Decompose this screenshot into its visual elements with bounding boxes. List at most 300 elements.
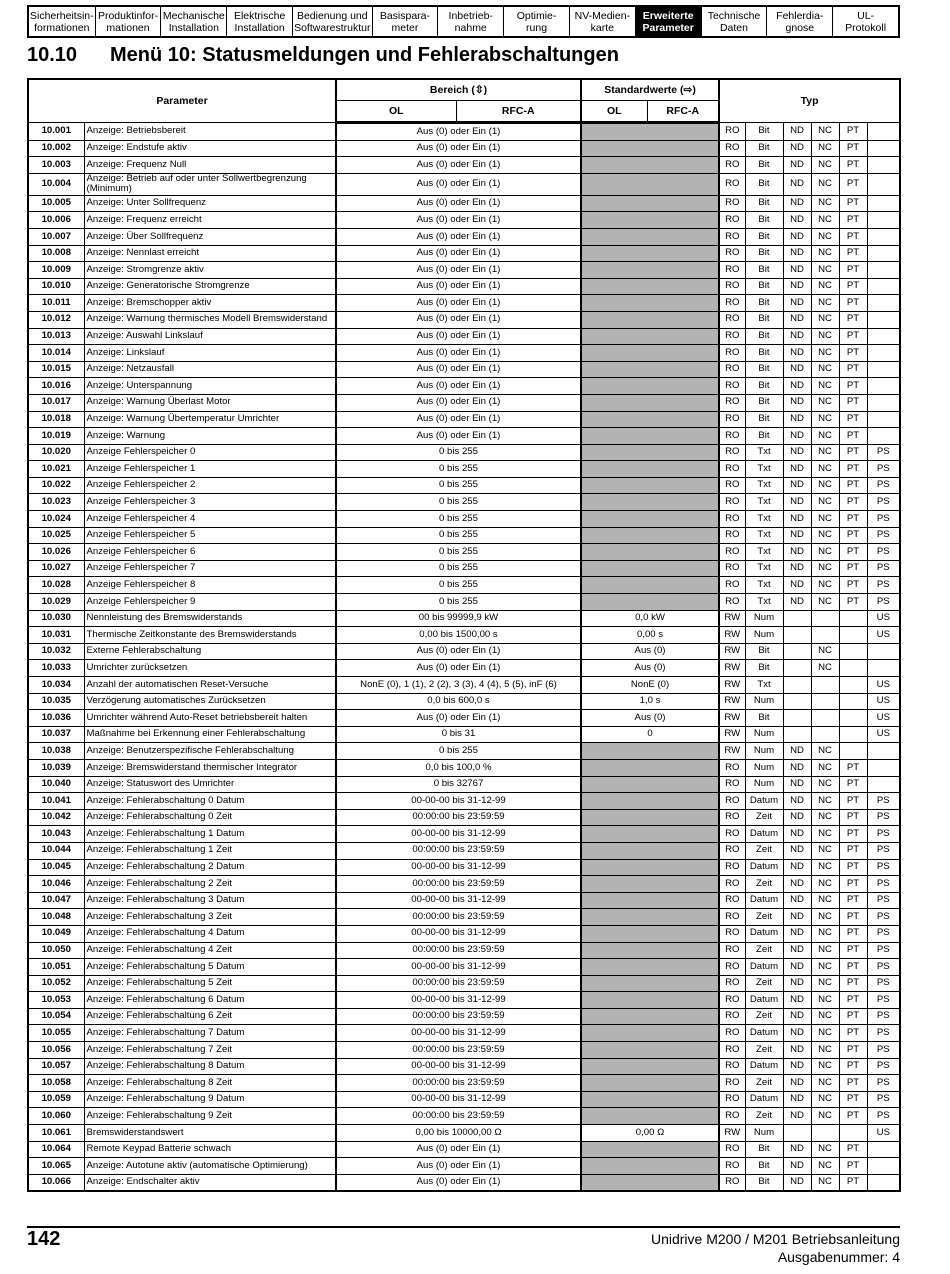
- type-format: Bit: [745, 1158, 783, 1175]
- param-default: 0,00 s: [581, 627, 719, 644]
- type-save: US: [867, 1125, 900, 1142]
- type-save: PS: [867, 809, 900, 826]
- type-pt: PT: [839, 842, 867, 859]
- type-pt: PT: [839, 411, 867, 428]
- type-save: PS: [867, 560, 900, 577]
- type-pt: PT: [839, 140, 867, 157]
- param-number: 10.060: [28, 1108, 84, 1125]
- type-access: RO: [719, 975, 745, 992]
- type-access: RO: [719, 1108, 745, 1125]
- type-format: Bit: [745, 1141, 783, 1158]
- param-description: Anzeige: Autotune aktiv (automatische Optimierung): [84, 1158, 336, 1175]
- param-default: [581, 1042, 719, 1059]
- type-pt: PT: [839, 157, 867, 174]
- type-pt: PT: [839, 328, 867, 345]
- type-save: [867, 660, 900, 677]
- type-save: [867, 157, 900, 174]
- type-nc: [811, 726, 839, 743]
- param-default: 0,0 kW: [581, 610, 719, 627]
- type-format: Bit: [745, 378, 783, 395]
- param-description: Anzeige: Frequenz erreicht: [84, 212, 336, 229]
- param-number: 10.021: [28, 461, 84, 478]
- param-number: 10.010: [28, 278, 84, 295]
- param-range: 0 bis 255: [336, 477, 581, 494]
- param-description: Remote Keypad Batterie schwach: [84, 1141, 336, 1158]
- param-description: Anzeige: Frequenz Null: [84, 157, 336, 174]
- type-nc: NC: [811, 925, 839, 942]
- param-description: Anzahl der automatischen Reset-Versuche: [84, 677, 336, 694]
- type-pt: PT: [839, 892, 867, 909]
- type-save: [867, 228, 900, 245]
- type-save: [867, 195, 900, 212]
- param-description: Anzeige Fehlerspeicher 0: [84, 444, 336, 461]
- param-range: Aus (0) oder Ein (1): [336, 173, 581, 195]
- type-access: RO: [719, 1091, 745, 1108]
- type-nd: ND: [783, 461, 811, 478]
- type-pt: PT: [839, 311, 867, 328]
- type-save: PS: [867, 594, 900, 611]
- type-format: Txt: [745, 461, 783, 478]
- type-nd: ND: [783, 245, 811, 262]
- type-pt: [839, 610, 867, 627]
- table-body: [28, 123, 900, 1192]
- table-row: [28, 494, 900, 511]
- type-nc: NC: [811, 660, 839, 677]
- type-format: Datum: [745, 959, 783, 976]
- type-nc: NC: [811, 295, 839, 312]
- type-pt: PT: [839, 959, 867, 976]
- type-nc: NC: [811, 892, 839, 909]
- type-pt: PT: [839, 511, 867, 528]
- type-save: PS: [867, 842, 900, 859]
- table-row: [28, 295, 900, 312]
- nav-tab[interactable]: Optimie- rung: [504, 7, 570, 36]
- type-access: RO: [719, 378, 745, 395]
- type-access: RO: [719, 394, 745, 411]
- type-pt: PT: [839, 544, 867, 561]
- param-number: 10.065: [28, 1158, 84, 1175]
- type-nc: [811, 610, 839, 627]
- type-format: Bit: [745, 345, 783, 362]
- param-range: Aus (0) oder Ein (1): [336, 1141, 581, 1158]
- param-range: 00:00:00 bis 23:59:59: [336, 1042, 581, 1059]
- type-pt: PT: [839, 942, 867, 959]
- type-format: Zeit: [745, 876, 783, 893]
- type-pt: PT: [839, 361, 867, 378]
- type-nc: NC: [811, 859, 839, 876]
- table-row: [28, 826, 900, 843]
- table-row: [28, 1091, 900, 1108]
- type-format: Datum: [745, 859, 783, 876]
- type-save: [867, 311, 900, 328]
- table-row: [28, 428, 900, 445]
- type-format: Zeit: [745, 842, 783, 859]
- param-number: 10.009: [28, 262, 84, 279]
- type-nc: NC: [811, 461, 839, 478]
- type-nc: NC: [811, 1158, 839, 1175]
- type-pt: PT: [839, 776, 867, 793]
- param-default: [581, 444, 719, 461]
- type-nd: ND: [783, 1008, 811, 1025]
- param-number: 10.017: [28, 394, 84, 411]
- type-access: RO: [719, 859, 745, 876]
- footer-rule: [27, 1226, 900, 1228]
- type-nd: [783, 710, 811, 727]
- param-number: 10.033: [28, 660, 84, 677]
- type-save: PS: [867, 494, 900, 511]
- section-title: Menü 10: Statusmeldungen und Fehlerabschaltungen: [110, 44, 619, 66]
- param-description: Anzeige Fehlerspeicher 9: [84, 594, 336, 611]
- param-description: Anzeige Fehlerspeicher 8: [84, 577, 336, 594]
- type-save: [867, 295, 900, 312]
- type-save: [867, 776, 900, 793]
- param-description: Anzeige: Fehlerabschaltung 2 Zeit: [84, 876, 336, 893]
- type-pt: PT: [839, 1058, 867, 1075]
- param-number: 10.066: [28, 1174, 84, 1191]
- type-save: [867, 140, 900, 157]
- type-nc: NC: [811, 527, 839, 544]
- param-range: Aus (0) oder Ein (1): [336, 245, 581, 262]
- header-type: Typ: [719, 79, 900, 123]
- type-access: RW: [719, 677, 745, 694]
- type-format: Zeit: [745, 1008, 783, 1025]
- param-number: 10.051: [28, 959, 84, 976]
- nav-tab[interactable]: NV-Medien- karte: [570, 7, 636, 36]
- type-format: Txt: [745, 511, 783, 528]
- type-format: Txt: [745, 560, 783, 577]
- header-range: Bereich (⇳): [336, 79, 581, 101]
- param-default: 0: [581, 726, 719, 743]
- type-nd: ND: [783, 560, 811, 577]
- type-save: PS: [867, 826, 900, 843]
- param-default: [581, 428, 719, 445]
- type-nd: ND: [783, 826, 811, 843]
- type-format: Bit: [745, 643, 783, 660]
- param-description: Anzeige: Fehlerabschaltung 5 Zeit: [84, 975, 336, 992]
- param-description: Anzeige: Bremswiderstand thermischer Integrator: [84, 759, 336, 776]
- param-description: Anzeige Fehlerspeicher 7: [84, 560, 336, 577]
- type-nd: ND: [783, 295, 811, 312]
- param-range: 0 bis 255: [336, 527, 581, 544]
- param-range: 00:00:00 bis 23:59:59: [336, 876, 581, 893]
- type-nd: ND: [783, 1141, 811, 1158]
- type-nd: ND: [783, 942, 811, 959]
- param-description: Anzeige: Nennlast erreicht: [84, 245, 336, 262]
- param-description: Anzeige: Statuswort des Umrichter: [84, 776, 336, 793]
- type-nd: ND: [783, 140, 811, 157]
- type-pt: PT: [839, 793, 867, 810]
- type-nd: ND: [783, 195, 811, 212]
- param-range: 0,00 bis 10000,00 Ω: [336, 1125, 581, 1142]
- param-description: Bremswiderstandswert: [84, 1125, 336, 1142]
- param-default: [581, 1174, 719, 1191]
- param-default: [581, 228, 719, 245]
- param-default: [581, 992, 719, 1009]
- param-number: 10.032: [28, 643, 84, 660]
- param-default: [581, 544, 719, 561]
- type-pt: [839, 627, 867, 644]
- table-row: [28, 677, 900, 694]
- param-description: Anzeige: Warnung thermisches Modell Bremswiderstand: [84, 311, 336, 328]
- param-range: 00-00-00 bis 31-12-99: [336, 992, 581, 1009]
- table-row: [28, 876, 900, 893]
- param-default: [581, 173, 719, 195]
- type-nc: [811, 710, 839, 727]
- param-description: Anzeige: Bremschopper aktiv: [84, 295, 336, 312]
- chapter-navigation: [27, 5, 900, 38]
- type-pt: PT: [839, 1108, 867, 1125]
- nav-tab[interactable]: Bedienung und Softwarestruktur: [293, 7, 372, 36]
- nav-tab[interactable]: UL- Protokoll: [845, 9, 887, 34]
- table-row: [28, 544, 900, 561]
- param-number: 10.003: [28, 157, 84, 174]
- param-number: 10.034: [28, 677, 84, 694]
- table-row: [28, 743, 900, 760]
- type-format: Bit: [745, 262, 783, 279]
- param-default: [581, 925, 719, 942]
- table-row: [28, 643, 900, 660]
- nav-tab[interactable]: Inbetrieb- nahme: [438, 7, 504, 36]
- param-default: [581, 826, 719, 843]
- type-access: RO: [719, 311, 745, 328]
- type-format: Datum: [745, 1058, 783, 1075]
- type-format: Bit: [745, 311, 783, 328]
- param-number: 10.019: [28, 428, 84, 445]
- param-range: Aus (0) oder Ein (1): [336, 345, 581, 362]
- param-default: [581, 494, 719, 511]
- type-nd: [783, 660, 811, 677]
- nav-tab[interactable]: Erweiterte Parameter: [636, 7, 702, 36]
- type-nd: ND: [783, 212, 811, 229]
- param-description: Anzeige: Auswahl Linkslauf: [84, 328, 336, 345]
- param-range: Aus (0) oder Ein (1): [336, 195, 581, 212]
- type-save: US: [867, 710, 900, 727]
- type-nd: [783, 610, 811, 627]
- table-row: [28, 461, 900, 478]
- param-number: 10.046: [28, 876, 84, 893]
- type-nd: ND: [783, 1108, 811, 1125]
- type-format: Bit: [745, 278, 783, 295]
- type-save: PS: [867, 892, 900, 909]
- type-nc: NC: [811, 245, 839, 262]
- table-row: [28, 992, 900, 1009]
- param-number: 10.061: [28, 1125, 84, 1142]
- type-save: [867, 1158, 900, 1175]
- table-row: [28, 378, 900, 395]
- type-nd: ND: [783, 776, 811, 793]
- type-nc: [811, 677, 839, 694]
- table-row: [28, 809, 900, 826]
- type-access: RO: [719, 262, 745, 279]
- param-range: 00-00-00 bis 31-12-99: [336, 892, 581, 909]
- page-number: 142: [27, 1228, 61, 1250]
- type-save: PS: [867, 942, 900, 959]
- param-default: [581, 140, 719, 157]
- param-range: 00:00:00 bis 23:59:59: [336, 842, 581, 859]
- type-format: Txt: [745, 444, 783, 461]
- param-description: Anzeige: Fehlerabschaltung 7 Zeit: [84, 1042, 336, 1059]
- table-row: [28, 212, 900, 229]
- param-range: Aus (0) oder Ein (1): [336, 411, 581, 428]
- param-range: 0,00 bis 1500,00 s: [336, 627, 581, 644]
- type-pt: PT: [839, 428, 867, 445]
- param-range: 00:00:00 bis 23:59:59: [336, 1075, 581, 1092]
- type-nd: ND: [783, 411, 811, 428]
- param-description: Anzeige: Über Sollfrequenz: [84, 228, 336, 245]
- type-access: RO: [719, 411, 745, 428]
- param-range: 00:00:00 bis 23:59:59: [336, 975, 581, 992]
- param-default: [581, 527, 719, 544]
- param-number: 10.059: [28, 1091, 84, 1108]
- type-pt: PT: [839, 1091, 867, 1108]
- nav-tab[interactable]: Produktinfor- mationen: [96, 7, 162, 36]
- type-nc: NC: [811, 328, 839, 345]
- type-save: PS: [867, 1058, 900, 1075]
- param-range: 0 bis 255: [336, 494, 581, 511]
- type-nc: NC: [811, 909, 839, 926]
- type-access: RO: [719, 461, 745, 478]
- param-description: Anzeige: Fehlerabschaltung 8 Datum: [84, 1058, 336, 1075]
- table-row: [28, 776, 900, 793]
- type-nd: ND: [783, 123, 811, 141]
- type-format: Num: [745, 743, 783, 760]
- type-nd: [783, 627, 811, 644]
- param-description: Anzeige: Fehlerabschaltung 6 Zeit: [84, 1008, 336, 1025]
- type-pt: PT: [839, 909, 867, 926]
- type-nc: NC: [811, 195, 839, 212]
- param-number: 10.016: [28, 378, 84, 395]
- param-default: [581, 477, 719, 494]
- type-save: [867, 123, 900, 141]
- type-nc: NC: [811, 477, 839, 494]
- type-format: Txt: [745, 544, 783, 561]
- param-number: 10.050: [28, 942, 84, 959]
- type-nc: NC: [811, 975, 839, 992]
- table-row: [28, 328, 900, 345]
- param-number: 10.014: [28, 345, 84, 362]
- param-default: [581, 511, 719, 528]
- param-number: 10.026: [28, 544, 84, 561]
- type-access: RO: [719, 157, 745, 174]
- param-description: Anzeige: Fehlerabschaltung 0 Datum: [84, 793, 336, 810]
- param-range: 00-00-00 bis 31-12-99: [336, 1058, 581, 1075]
- header-range-rfca: RFC-A: [456, 101, 581, 123]
- param-range: 0 bis 255: [336, 444, 581, 461]
- table-row: [28, 477, 900, 494]
- type-format: Datum: [745, 1025, 783, 1042]
- type-nc: NC: [811, 577, 839, 594]
- table-row: [28, 195, 900, 212]
- nav-tab[interactable]: Mechanische Installation: [161, 7, 227, 36]
- type-nc: NC: [811, 643, 839, 660]
- nav-tab[interactable]: Sicherheitsin- formationen: [29, 7, 96, 36]
- param-default: [581, 1158, 719, 1175]
- param-default: [581, 809, 719, 826]
- type-save: [867, 245, 900, 262]
- section-number: 10.10: [27, 44, 78, 66]
- type-nc: NC: [811, 1108, 839, 1125]
- param-number: 10.015: [28, 361, 84, 378]
- type-nc: NC: [811, 826, 839, 843]
- type-format: Zeit: [745, 909, 783, 926]
- type-access: RO: [719, 876, 745, 893]
- param-range: 0 bis 255: [336, 544, 581, 561]
- type-access: RO: [719, 278, 745, 295]
- param-description: Anzeige: Fehlerabschaltung 0 Zeit: [84, 809, 336, 826]
- type-nc: NC: [811, 428, 839, 445]
- param-number: 10.035: [28, 693, 84, 710]
- type-access: RO: [719, 577, 745, 594]
- type-nd: [783, 643, 811, 660]
- param-number: 10.025: [28, 527, 84, 544]
- type-nd: ND: [783, 345, 811, 362]
- table-row: [28, 793, 900, 810]
- type-nc: NC: [811, 1141, 839, 1158]
- param-number: 10.039: [28, 759, 84, 776]
- type-save: [867, 411, 900, 428]
- type-format: Zeit: [745, 1108, 783, 1125]
- type-format: Zeit: [745, 975, 783, 992]
- type-save: [867, 428, 900, 445]
- type-format: Num: [745, 610, 783, 627]
- type-format: Bit: [745, 140, 783, 157]
- type-nc: NC: [811, 942, 839, 959]
- type-format: Txt: [745, 577, 783, 594]
- type-access: RO: [719, 1042, 745, 1059]
- nav-tab[interactable]: Fehlerdia- gnose: [767, 7, 833, 36]
- type-access: RO: [719, 959, 745, 976]
- type-nd: ND: [783, 842, 811, 859]
- type-nd: ND: [783, 1025, 811, 1042]
- param-description: Anzeige Fehlerspeicher 5: [84, 527, 336, 544]
- table-row: [28, 1042, 900, 1059]
- param-description: Anzeige: Warnung: [84, 428, 336, 445]
- type-nd: ND: [783, 394, 811, 411]
- param-range: Aus (0) oder Ein (1): [336, 123, 581, 141]
- nav-tab[interactable]: Basispara- meter: [373, 7, 439, 36]
- type-access: RW: [719, 627, 745, 644]
- param-number: 10.045: [28, 859, 84, 876]
- nav-tab[interactable]: Technische Daten: [702, 7, 768, 36]
- type-nc: NC: [811, 394, 839, 411]
- type-pt: [839, 677, 867, 694]
- param-range: Aus (0) oder Ein (1): [336, 428, 581, 445]
- table-row: [28, 1174, 900, 1191]
- type-nc: NC: [811, 157, 839, 174]
- type-save: PS: [867, 544, 900, 561]
- param-default: [581, 793, 719, 810]
- type-nd: ND: [783, 278, 811, 295]
- type-format: Bit: [745, 295, 783, 312]
- type-save: [867, 1174, 900, 1191]
- type-save: PS: [867, 1091, 900, 1108]
- param-number: 10.048: [28, 909, 84, 926]
- type-save: PS: [867, 1042, 900, 1059]
- type-nc: NC: [811, 123, 839, 141]
- type-nd: ND: [783, 1174, 811, 1191]
- type-save: US: [867, 726, 900, 743]
- type-pt: PT: [839, 1158, 867, 1175]
- type-nd: ND: [783, 157, 811, 174]
- type-nc: NC: [811, 1091, 839, 1108]
- param-range: Aus (0) oder Ein (1): [336, 262, 581, 279]
- param-range: Aus (0) oder Ein (1): [336, 361, 581, 378]
- param-description: Umrichter während Auto-Reset betriebsbereit halten: [84, 710, 336, 727]
- type-pt: PT: [839, 577, 867, 594]
- table-row: [28, 660, 900, 677]
- type-nd: ND: [783, 859, 811, 876]
- nav-tab[interactable]: Elektrische Installation: [227, 7, 293, 36]
